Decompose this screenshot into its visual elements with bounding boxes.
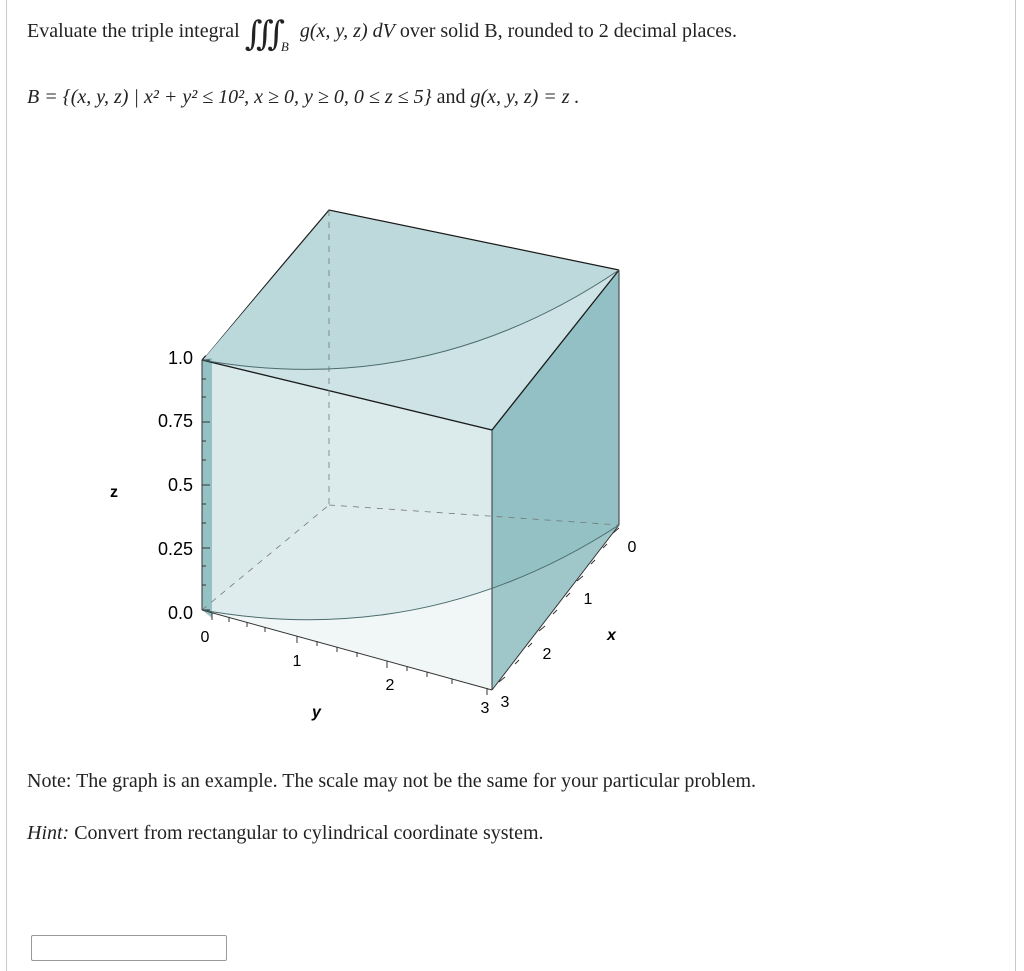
solid-figure bbox=[7, 185, 667, 730]
hint bbox=[27, 822, 544, 845]
x-axis-label: x bbox=[607, 627, 616, 644]
x-tick-label: 0 bbox=[627, 539, 637, 556]
z-tick-label: 1.0 bbox=[167, 348, 193, 368]
y-tick-label: 3 bbox=[480, 700, 490, 717]
region-definition bbox=[27, 86, 580, 109]
region-set: B = {(x, y, z) | x² + y² ≤ 10², x ≥ 0, y ≥ 0, 0 ≤ z ≤ 5} bbox=[27, 86, 432, 108]
z-tick-label: 0.5 bbox=[167, 475, 193, 495]
answer-input[interactable] bbox=[31, 935, 227, 961]
function-definition: g(x, y, z) = z . bbox=[470, 86, 580, 108]
triple-integral-symbol: ∭ bbox=[244, 16, 279, 53]
x-tick-label: 1 bbox=[583, 591, 593, 608]
y-axis-label: y bbox=[312, 704, 321, 721]
integral-subscript: B bbox=[280, 39, 289, 54]
hint-text: Convert from rectangular to cylindrical coordinate system. bbox=[69, 822, 544, 844]
problem-statement bbox=[27, 14, 737, 55]
statement-prefix: Evaluate the triple integral bbox=[27, 20, 240, 42]
z-tick-label: 0.25 bbox=[157, 539, 193, 559]
note-text: Note: The graph is an example. The scale may not be the same for your particular problem. bbox=[27, 770, 757, 792]
x-tick-label: 2 bbox=[542, 646, 552, 663]
z-tick-label: 0.75 bbox=[157, 411, 193, 431]
x-tick-label: 3 bbox=[500, 694, 510, 711]
z-axis-label: z bbox=[110, 484, 118, 501]
integrand: g(x, y, z) dV bbox=[299, 20, 395, 42]
y-tick-label: 0 bbox=[200, 629, 210, 646]
statement-suffix: over solid B, rounded to 2 decimal places. bbox=[399, 20, 737, 42]
y-tick-label: 1 bbox=[292, 653, 302, 670]
problem-panel bbox=[6, 0, 1016, 971]
hint-label: Hint: bbox=[27, 822, 70, 844]
and-text: and bbox=[436, 86, 466, 108]
y-tick-label: 2 bbox=[385, 677, 395, 694]
z-tick-label: 0.0 bbox=[167, 603, 193, 623]
